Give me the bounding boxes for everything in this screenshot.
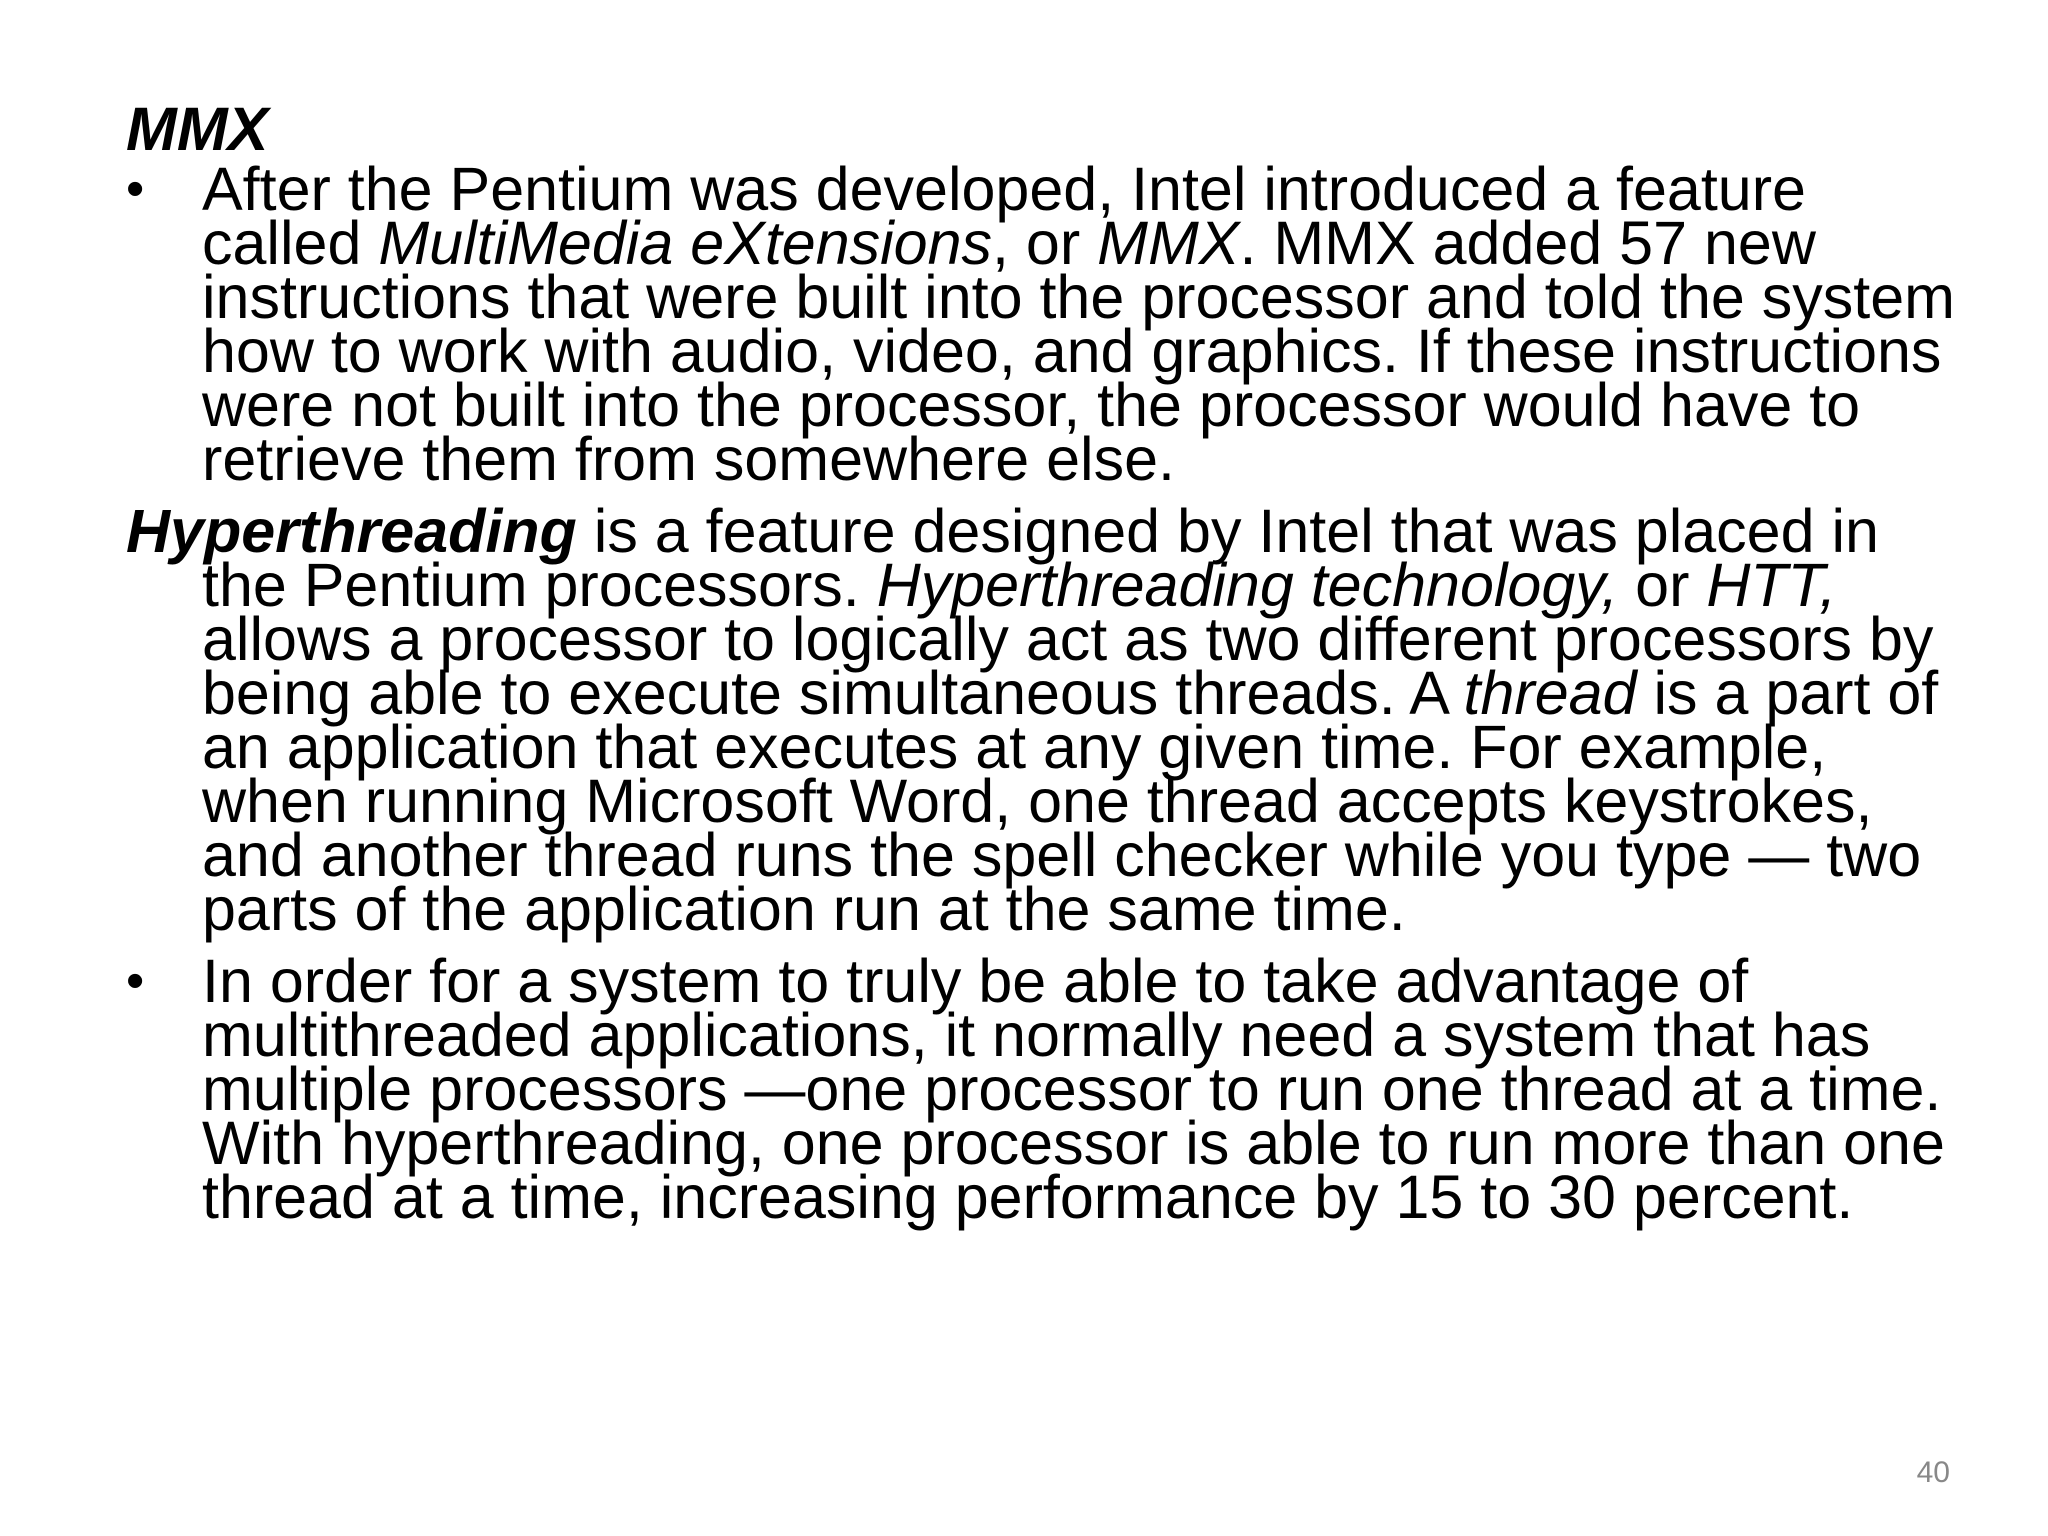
hyperthreading-text-1: is a feature designed by Intel that was placed in the Pentium processors. xyxy=(202,497,1879,619)
hyperthreading-technology-term: Hyperthreading technology, xyxy=(876,551,1619,619)
slide-content xyxy=(126,95,1966,1231)
mmx-bullet xyxy=(126,155,1966,493)
hyperthreading-paragraph xyxy=(126,497,1966,943)
hyperthreading-text-3: allows a processor to logically act as two different processors by being able to execute simultaneous threads. A xyxy=(202,605,1934,727)
multithread-text: In order for a system to truly be able to take advantage of multithreaded applications, it normally need a system that has multiple processors —one processor to run one thread at a time. With hyperthreading, one processor is able to run more than one thread at a time, increasing performance by 15 to 30 percent. xyxy=(202,947,1945,1231)
mmx-heading: MMX xyxy=(126,95,269,163)
multithread-bullet xyxy=(126,947,1966,1231)
htt-term: HTT, xyxy=(1706,551,1837,619)
mmx-term-mmx: MMX xyxy=(1097,209,1240,277)
hyperthreading-text-2: or xyxy=(1618,551,1707,619)
mmx-term-multimedia-extensions: MultiMedia eXtensions xyxy=(378,209,993,277)
hyperthreading-term: Hyperthreading xyxy=(126,497,577,565)
mmx-text-1: After the Pentium was developed, Intel introduced a feature called xyxy=(202,155,1806,277)
hyperthreading-text-4: is a part of an application that executes at any given time. For example, when running Microsoft Word, one thread accepts keystrokes, and another thread runs the spell checker while you type — two parts of the application run at the same time. xyxy=(202,659,1939,943)
mmx-text-3: . MMX added 57 new instructions that were built into the processor and told the system how to work with audio, video, and graphics. If these instructions were not built into the processor, the processor would have to retrieve them from somewhere else. xyxy=(202,209,1955,493)
mmx-text-2: , or xyxy=(992,209,1098,277)
thread-term: thread xyxy=(1463,659,1637,727)
page-number: 40 xyxy=(1916,1456,1950,1489)
